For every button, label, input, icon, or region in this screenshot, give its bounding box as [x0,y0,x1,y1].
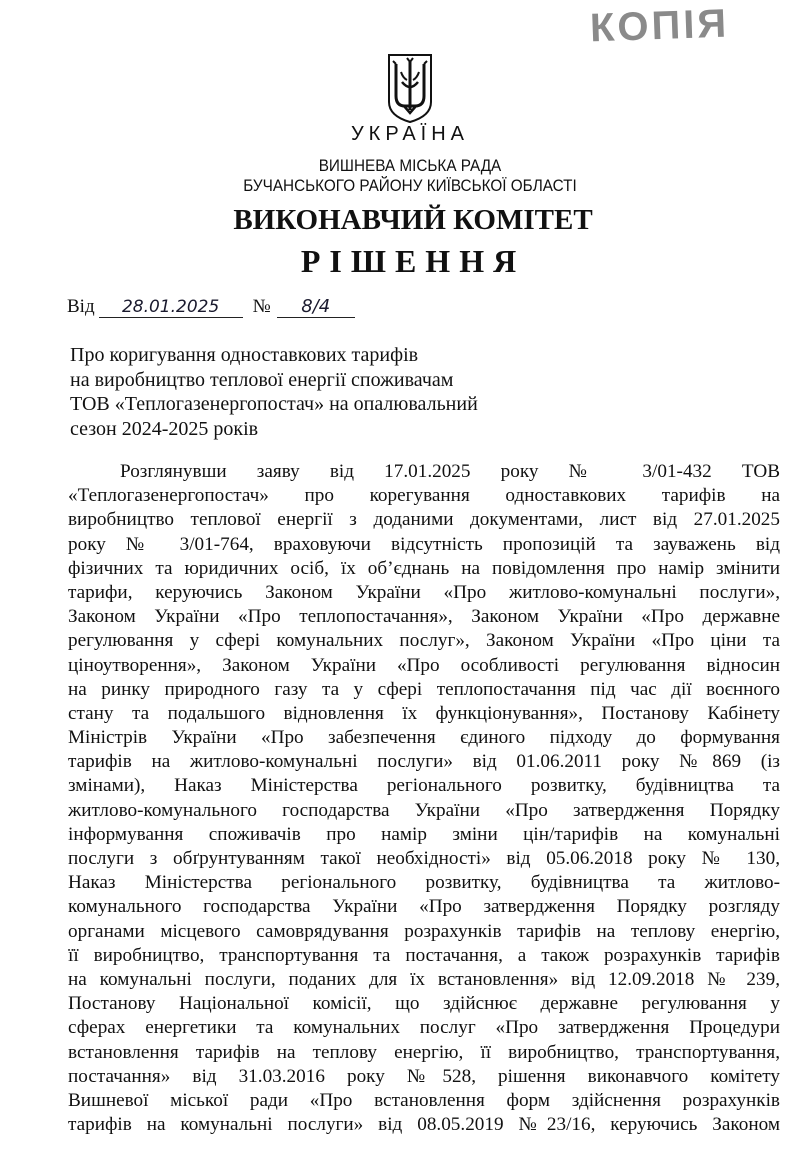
body-line: регулювання у сфері комунальних послуг», Законом України «Про ціни та [68,630,780,652]
body-line: сферах енергетики та комунальних послуг «Про затвердження Процедури [68,1017,780,1039]
body-line: тарифів на комунальні послуги» від 08.05.2019 №23/16, керуючись Законом [68,1114,780,1136]
body-line: послуги з обґрунтуванням такої необхідності» від 05.06.2018 року № 130, [68,848,780,869]
body-line: змінами), Наказ Міністерства регіонального розвитку, будівництва та [68,775,780,797]
body-line: на комунальні послуги, поданих для їх встановлення» від 12.09.2018 № 239, [68,968,780,990]
body-line: встановлення тарифів на теплову енергію, її виробництво, транспортування, [68,1041,780,1063]
handwritten-number: 8/4 [277,297,355,318]
body-line: тарифи, керуючись Законом України «Про житлово-комунальні послуги», [68,581,780,603]
body-line: Міністрів України «Про забезпечення єдиного підходу до формування [68,727,780,749]
decision-title: РІШЕННЯ [300,243,526,279]
body-line: постачання» від 31.03.2016 року №528, рішення виконавчого комітету [68,1065,780,1087]
body-line: стану та подальшого відновлення їх функціонування», Постанову Кабінету [68,702,780,724]
trident-coat-of-arms-icon [385,52,435,124]
body-line: року № 3/01-764, враховуючи відсутність пропозицій та зауважень від [68,533,780,555]
council-district: БУЧАНСЬКОГО РАЙОНУ КИЇВСЬКОЇ ОБЛАСТІ [243,176,577,195]
body-line: фізичних та юридичних осіб, їх об’єднань на повідомлення про намір змінити [68,557,780,579]
decision-body [68,460,780,1137]
body-line: Постанову Національної комісії, що здійснює державне регулювання у [68,993,780,1015]
body-line: її виробництво, транспортування та постачання, а також розрахунків тарифів [68,944,780,966]
date-label: Від [67,296,95,317]
number-label: № [252,296,271,317]
subject-line: на виробництво теплової енергії споживачам [70,368,454,391]
body-line: ціноутворення», Законом України «Про особливості регулювання відносин [68,654,780,676]
body-line: на ринку природного газу та у сфері теплопостачання під час дії воєнного [68,678,780,700]
body-line: комунального господарства України «Про затвердження Порядку розгляду [68,896,780,918]
body-line: Вишневої міської ради «Про встановлення форм здійснення розрахунків [68,1089,780,1111]
body-line: тарифів на житлово-комунальні послуги» від 01.06.2011 року №869 (із [68,751,780,773]
subject-line: сезон 2024-2025 років [70,417,259,440]
subject-line: ТОВ «Теплогазенергопостач» на опалювальний [70,393,478,415]
body-line: житлово-комунального господарства України «Про затвердження Порядку [68,799,780,821]
body-line: органами місцевого самоврядування розрахунків тарифів на теплову енергію, [68,920,780,942]
committee-title: ВИКОНАВЧИЙ КОМІТЕТ [233,204,593,236]
country-name: УКРАЇНА [350,123,470,145]
council-name: ВИШНЕВА МІСЬКА РАДА [318,156,502,175]
handwritten-date: 28.01.2025 [99,297,243,318]
body-line: «Теплогазенергопостач» про корегування одноставкових тарифів на [68,485,780,507]
decision-subject [70,343,478,441]
body-line: інформування споживачів про намір зміни цін/тарифів на комунальні [68,823,780,845]
decision-dateline [67,296,355,318]
copy-stamp: КОПІЯ [589,1,730,51]
body-line: Розглянувши заяву від 17.01.2025 року № 3/01-432 ТОВ [120,461,780,482]
body-line: Законом України «Про теплопостачання», Законом України «Про державне [68,606,780,628]
body-line: Наказ Міністерства регіонального розвитку, будівництва та житлово- [68,872,780,894]
subject-line: Про коригування одноставкових тарифів [70,344,419,366]
body-line: виробництво теплової енергії з доданими документами, лист від 27.01.2025 [68,509,780,531]
